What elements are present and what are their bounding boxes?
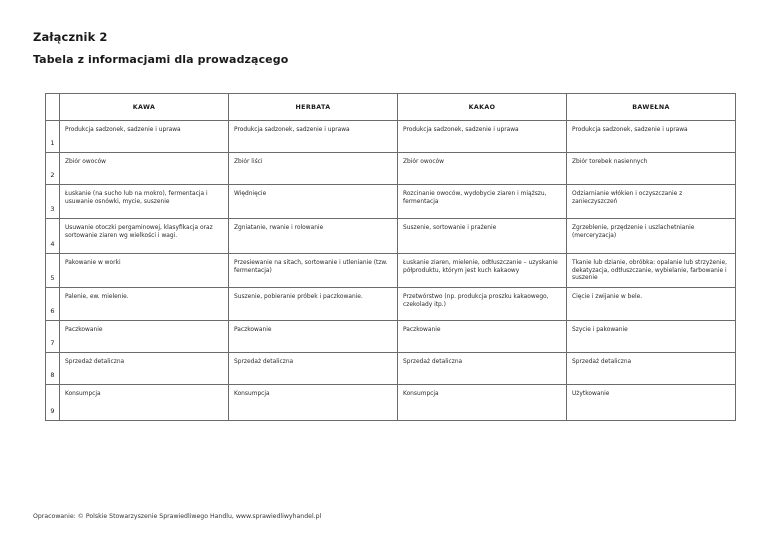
table-cell-herbata: Produkcja sadzonek, sadzenie i uprawa — [229, 121, 398, 153]
table-body — [46, 121, 736, 421]
table-cell-herbata: Konsumpcja — [229, 385, 398, 421]
table-cell-kakao: Produkcja sadzonek, sadzenie i uprawa — [398, 121, 567, 153]
row-number: 9 — [46, 385, 60, 421]
info-table — [45, 93, 736, 421]
header-cell-bawelna: BAWEŁNA — [567, 94, 736, 121]
table-cell-bawelna: Tkanie lub dzianie, obróbka: opalanie lub strzyżenie, dekatyzacja, odtłuszczanie, wybielanie, farbowanie i suszenie — [567, 254, 736, 288]
table-row — [46, 254, 736, 288]
table-cell-herbata: Suszenie, pobieranie próbek i paczkowanie. — [229, 288, 398, 321]
table-cell-kawa: Zbiór owoców — [60, 153, 229, 185]
table-cell-bawelna: Produkcja sadzonek, sadzenie i uprawa — [567, 121, 736, 153]
table-cell-herbata: Paczkowanie — [229, 321, 398, 353]
table-cell-kakao: Paczkowanie — [398, 321, 567, 353]
row-number: 6 — [46, 288, 60, 321]
table-row — [46, 321, 736, 353]
row-number: 4 — [46, 219, 60, 254]
table-cell-bawelna: Cięcie i zwijanie w bele. — [567, 288, 736, 321]
table-row — [46, 353, 736, 385]
header-cell-herbata: HERBATA — [229, 94, 398, 121]
row-number: 7 — [46, 321, 60, 353]
table-cell-kakao: Zbiór owoców — [398, 153, 567, 185]
table-cell-bawelna: Odziarnianie włókien i oczyszczanie z zanieczyszczeń — [567, 185, 736, 219]
table-row — [46, 121, 736, 153]
table-cell-kakao: Suszenie, sortowanie i prażenie — [398, 219, 567, 254]
header-cell-number — [46, 94, 60, 121]
table-row — [46, 219, 736, 254]
table-cell-herbata: Przesiewanie na sitach, sortowanie i utlenianie (tzw. fermentacja) — [229, 254, 398, 288]
header-cell-kakao: KAKAO — [398, 94, 567, 121]
table-cell-bawelna: Użytkowanie — [567, 385, 736, 421]
table-cell-bawelna: Zbiór torebek nasiennych — [567, 153, 736, 185]
row-number: 5 — [46, 254, 60, 288]
table-row — [46, 288, 736, 321]
table-cell-bawelna: Zgrzeblenie, przędzenie i uszlachetnianie (merceryzacja) — [567, 219, 736, 254]
table-cell-kawa: Palenie, ew. mielenie. — [60, 288, 229, 321]
table-cell-herbata: Sprzedaż detaliczna — [229, 353, 398, 385]
table-cell-kakao: Rozcinanie owoców, wydobycie ziaren i miąższu, fermentacja — [398, 185, 567, 219]
table-cell-herbata: Więdnięcie — [229, 185, 398, 219]
table-cell-kakao: Sprzedaż detaliczna — [398, 353, 567, 385]
table-header-row — [46, 94, 736, 121]
table-cell-kakao: Przetwórstwo (np. produkcja proszku kakaowego, czekolady itp.) — [398, 288, 567, 321]
row-number: 1 — [46, 121, 60, 153]
row-number: 8 — [46, 353, 60, 385]
table-row — [46, 185, 736, 219]
table-cell-bawelna: Sprzedaż detaliczna — [567, 353, 736, 385]
table-cell-kawa: Sprzedaż detaliczna — [60, 353, 229, 385]
table-cell-kawa: Paczkowanie — [60, 321, 229, 353]
row-number: 2 — [46, 153, 60, 185]
page-subtitle: Tabela z informacjami dla prowadzącego — [33, 53, 289, 66]
table-cell-kawa: Produkcja sadzonek, sadzenie i uprawa — [60, 121, 229, 153]
table-cell-herbata: Zgniatanie, rwanie i rolowanie — [229, 219, 398, 254]
table-cell-kawa: Konsumpcja — [60, 385, 229, 421]
table-cell-kawa: Usuwanie otoczki pergaminowej, klasyfikacja oraz sortowanie ziaren wg wielkości i wagi. — [60, 219, 229, 254]
table-cell-bawelna: Szycie i pakowanie — [567, 321, 736, 353]
table-cell-kawa: Łuskanie (na sucho lub na mokro), fermentacja i usuwanie osnówki, mycie, suszenie — [60, 185, 229, 219]
footer-credit: Opracowanie: © Polskie Stowarzyszenie Sprawiedliwego Handlu, www.sprawiedliwyhandel.pl — [33, 513, 322, 520]
table-cell-kawa: Pakowanie w worki — [60, 254, 229, 288]
table-cell-kakao: Łuskanie ziaren, mielenie, odtłuszczanie – uzyskanie półproduktu, którym jest kuch kakaowy — [398, 254, 567, 288]
page-title: Załącznik 2 — [33, 30, 108, 44]
table-row — [46, 385, 736, 421]
table-cell-kakao: Konsumpcja — [398, 385, 567, 421]
header-cell-kawa: KAWA — [60, 94, 229, 121]
row-number: 3 — [46, 185, 60, 219]
table-row — [46, 153, 736, 185]
table-cell-herbata: Zbiór liści — [229, 153, 398, 185]
